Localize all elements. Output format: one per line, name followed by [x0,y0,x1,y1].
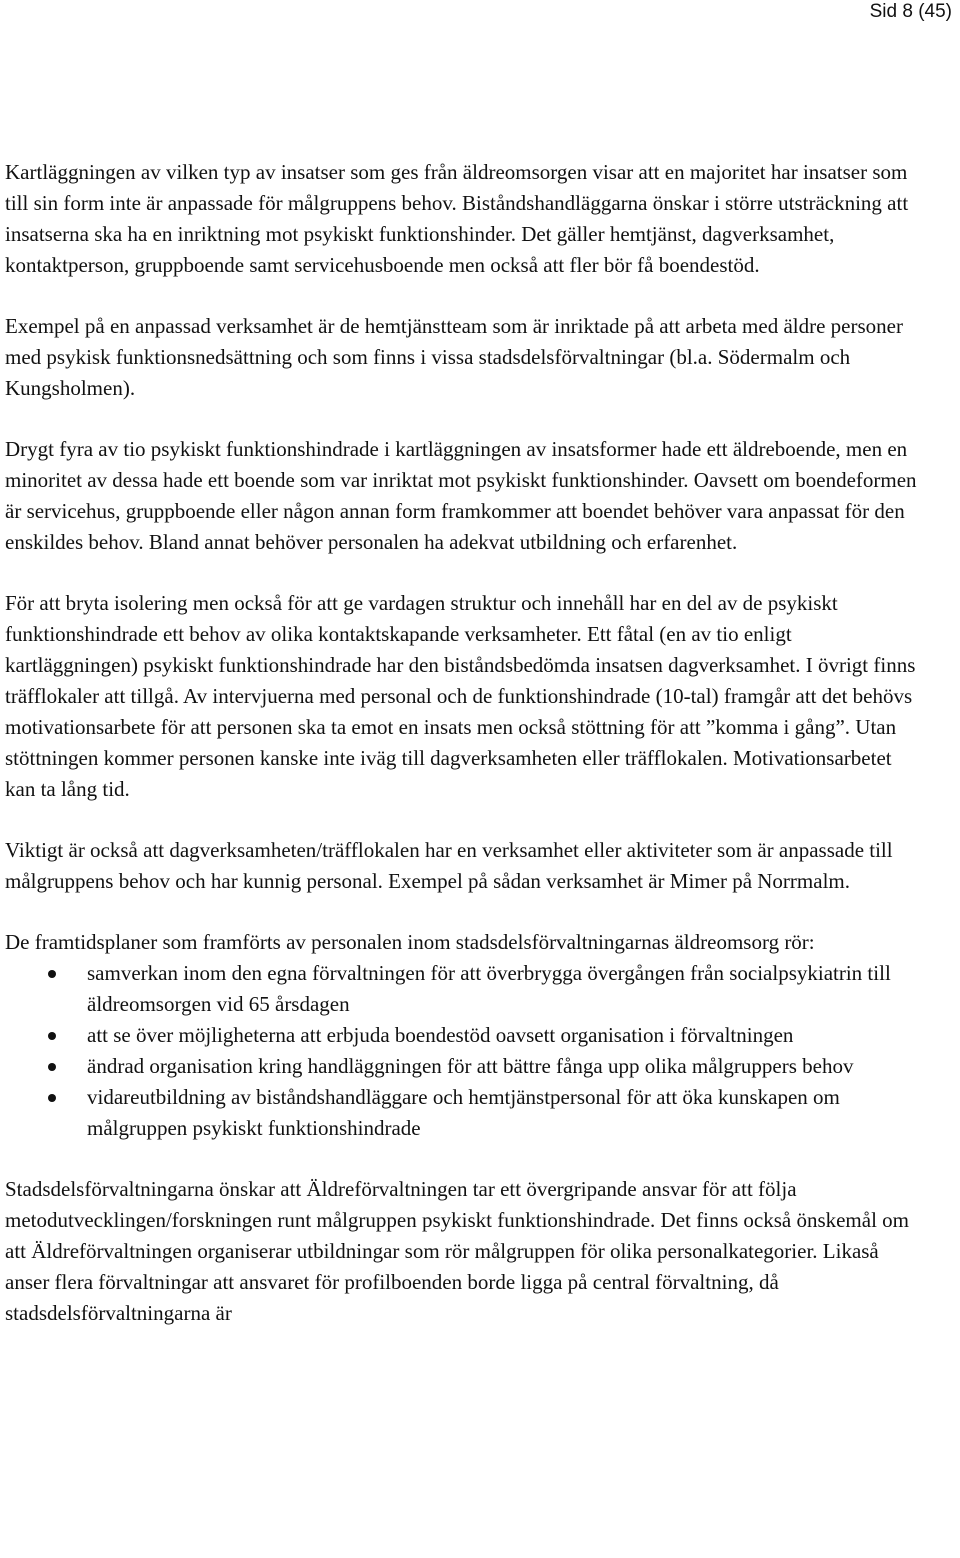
list-item [5,1082,925,1144]
bullet-list [5,958,925,1144]
paragraph: Drygt fyra av tio psykiskt funktionshindrade i kartläggningen av insatsformer hade ett äldreboende, men en minoritet av dessa hade ett boende som var inriktat mot psykiskt funktionshinder. Oavsett om boendeformen är servicehus, gruppboende eller någon annan form framkommer att boendet behöver vara anpassat för den enskildes behov. Bland annat behöver personalen ha adekvat utbildning och erfarenhet. [5,437,917,554]
list-item-text: ändrad organisation kring handläggningen för att bättre fånga upp olika målgruppers behov [87,1054,854,1078]
paragraph: De framtidsplaner som framförts av personalen inom stadsdelsförvaltningarnas äldreomsorg rör: [5,930,815,954]
document-body [5,157,925,1359]
list-item [5,958,925,1020]
bullet-icon [48,1032,56,1040]
bullet-icon [48,1063,56,1071]
bullet-icon [48,970,56,978]
paragraph: Stadsdelsförvaltningarna önskar att Äldreförvaltningen tar ett övergripande ansvar för att följa metodutvecklingen/forskningen runt målgruppen psykiskt funktionshindrade. Det finns också önskemål om att Äldreförvaltningen organiserar utbildningar som rör målgruppen för olika personalkategorier. Likaså anser flera förvaltningar att ansvaret för profilboenden borde ligga på central förvaltning, då stadsdelsförvaltningarna är [5,1177,910,1325]
list-item [5,1051,925,1082]
bullet-icon [48,1094,56,1102]
list-item-text: samverkan inom den egna förvaltningen för att överbrygga övergången från socialpsykiatrin till äldreomsorgen vid 65 årsdagen [87,961,891,1016]
paragraph: Viktigt är också att dagverksamheten/träfflokalen har en verksamhet eller aktiviteter som är anpassade till målgruppens behov och har kunnig personal. Exempel på sådan verksamhet är Mimer på Norrmalm. [5,838,893,893]
paragraph: Exempel på en anpassad verksamhet är de hemtjänstteam som är inriktade på att arbeta med äldre personer med psykisk funktionsnedsättning och som finns i vissa stadsdelsförvaltningar (bl.a. Södermalm och Kungsholmen). [5,314,903,400]
paragraph: För att bryta isolering men också för att ge vardagen struktur och innehåll har en del av de psykiskt funktionshindrade ett behov av olika kontaktskapande verksamheter. Ett fåtal (en av tio enligt kartläggningen) psykiskt funktionshindrade har den biståndsbedömda insatsen dagverksamhet. I övrigt finns träfflokaler att tillgå. Av intervjuerna med personal och de funktionshindrade (10-tal) framgår att det behövs motivationsarbete för att personen ska ta emot en insats men också stöttning för att ”komma i gång”. Utan stöttningen kommer personen kanske inte iväg till dagverksamheten eller träfflokalen. Motivationsarbetet kan ta lång tid. [5,591,916,801]
page-number: Sid 8 (45) [869,1,952,22]
list-item-text: att se över möjligheterna att erbjuda boendestöd oavsett organisation i förvaltningen [87,1023,794,1047]
list-item [5,1020,925,1051]
paragraph: Kartläggningen av vilken typ av insatser som ges från äldreomsorgen visar att en majoritet har insatser som till sin form inte är anpassade för målgruppens behov. Biståndshandläggarna önskar i större utsträckning att insatserna ska ha en inriktning mot psykiskt funktionshinder. Det gäller hemtjänst, dagverksamhet, kontaktperson, gruppboende samt servicehusboende men också att fler bör få boendestöd. [5,160,909,277]
list-item-text: vidareutbildning av biståndshandläggare och hemtjänstpersonal för att öka kunskapen om målgruppen psykiskt funktionshindrade [87,1085,840,1140]
